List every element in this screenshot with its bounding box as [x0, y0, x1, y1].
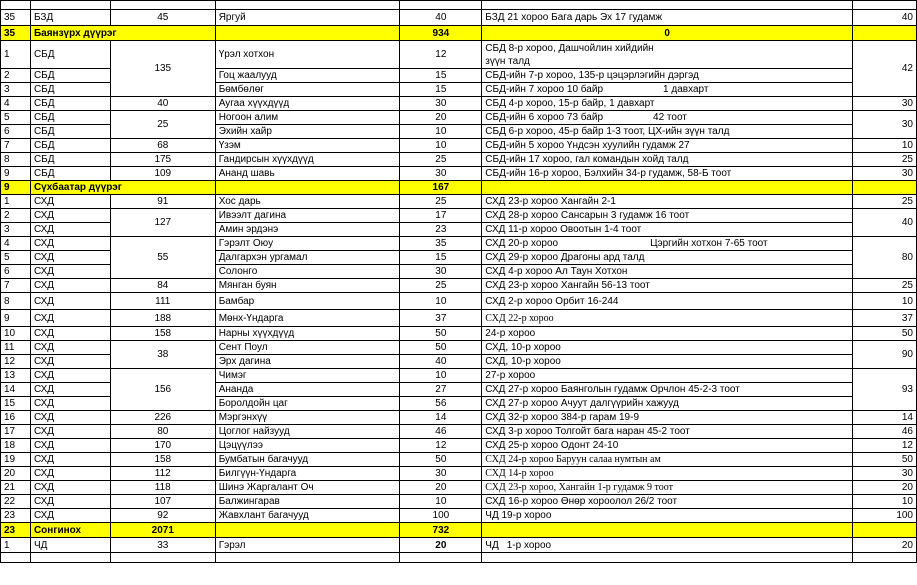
table-row — [1, 453, 917, 467]
quantity-cell: 56 — [400, 397, 482, 411]
district-cell: СХД — [30, 237, 110, 251]
address-part: СБД-ийн 7 хороо 10 байр — [485, 84, 604, 95]
district-cell: СХД — [30, 293, 110, 310]
total-cell: 109 — [110, 167, 215, 181]
table-row — [1, 481, 917, 495]
district-summary-row — [1, 26, 917, 41]
district-cell: СХД — [30, 195, 110, 209]
address-cell: СХД 3-р хороо Толгойт бага наран 45-2 тоот — [482, 425, 853, 439]
address-cell: СБД 6-р хороо, 45-р байр 1-3 тоот, ЦХ-ийн зүүн талд — [482, 125, 853, 139]
table-row — [1, 553, 917, 563]
total-cell: 45 — [110, 10, 215, 26]
district-cell: СХД — [30, 439, 110, 453]
kindergarten-name: Жавхлант багачууд — [215, 509, 400, 523]
district-cell: СХД — [30, 265, 110, 279]
last-count-cell: 37 — [853, 310, 917, 327]
last-count-cell: 12 — [853, 439, 917, 453]
address-cell: СХД 29-р хороо Драгоны ард талд — [482, 251, 853, 265]
kindergarten-name: Далгархэн ургамал — [215, 251, 400, 265]
table-row — [1, 41, 917, 69]
kindergarten-name: Боролдойн цаг — [215, 397, 400, 411]
kindergarten-name: Гоц жаалууд — [215, 69, 400, 83]
address-cell: СБД-ийн 16-р хороо, Бэлхийн 34-р гудамж, 58-Б тоот — [482, 167, 853, 181]
district-cell: СХД — [30, 397, 110, 411]
quantity-cell: 25 — [400, 279, 482, 293]
quantity-cell: 30 — [400, 467, 482, 481]
last-count-cell: 42 — [853, 41, 917, 97]
table-row — [1, 293, 917, 310]
quantity-cell: 15 — [400, 69, 482, 83]
total-cell: 156 — [110, 369, 215, 411]
row-number: 5 — [1, 251, 31, 265]
kindergarten-name: Шинэ Жаргалант Оч — [215, 481, 400, 495]
total-cell: 112 — [110, 467, 215, 481]
district-cell: СХД — [30, 209, 110, 223]
last-count-cell: 20 — [853, 538, 917, 553]
summary-total: 2071 — [110, 523, 215, 538]
address-line: СБД 8-р хороо, Дашчойлин хийдийн — [485, 42, 654, 54]
table-row — [1, 495, 917, 509]
district-cell: БЗД — [30, 10, 110, 26]
quantity-cell: 50 — [400, 327, 482, 341]
total-cell: 188 — [110, 310, 215, 327]
table-row — [1, 509, 917, 523]
address-part: 1 давхарт — [663, 84, 709, 95]
table-row — [1, 411, 917, 425]
summary-number: 35 — [1, 26, 31, 41]
summary-district-name: Сонгинох — [30, 523, 110, 538]
quantity-cell: 14 — [400, 411, 482, 425]
address-cell: СХД 23-р хороо Хангайн 56-13 тоот — [482, 279, 853, 293]
quantity-cell: 46 — [400, 425, 482, 439]
kindergarten-name: Ивээлт дагина — [215, 209, 400, 223]
quantity-cell: 20 — [400, 538, 482, 553]
last-count-cell: 46 — [853, 425, 917, 439]
quantity-cell: 30 — [400, 167, 482, 181]
kindergarten-name: Гэрэл — [215, 538, 400, 553]
last-count-cell: 25 — [853, 153, 917, 167]
address-cell — [482, 83, 853, 97]
address-cell — [482, 538, 853, 553]
address-cell: СХД 28-р хороо Сансарын 3 гудамж 16 тоот — [482, 209, 853, 223]
district-summary-row — [1, 523, 917, 538]
last-count-cell: 30 — [853, 467, 917, 481]
kindergarten-name: Бөмбөлөг — [215, 83, 400, 97]
district-cell: СХД — [30, 509, 110, 523]
table-row — [1, 167, 917, 181]
total-cell: 55 — [110, 237, 215, 279]
address-cell: СХД 25-р хороо Одонт 24-10 — [482, 439, 853, 453]
district-cell: СБД — [30, 111, 110, 125]
total-cell: 170 — [110, 439, 215, 453]
row-number: 10 — [1, 327, 31, 341]
total-cell: 175 — [110, 153, 215, 167]
kindergarten-name: Чимэг — [215, 369, 400, 383]
total-cell: 107 — [110, 495, 215, 509]
address-cell: 24-р хороо — [482, 327, 853, 341]
quantity-cell: 40 — [400, 355, 482, 369]
quantity-cell: 10 — [400, 293, 482, 310]
row-number: 9 — [1, 310, 31, 327]
address-cell: 27-р хороо — [482, 369, 853, 383]
last-count-cell: 40 — [853, 209, 917, 237]
table-row — [1, 279, 917, 293]
kindergarten-name: Эхийн хайр — [215, 125, 400, 139]
quantity-cell: 15 — [400, 251, 482, 265]
table-row — [1, 237, 917, 251]
quantity-cell: 40 — [400, 10, 482, 26]
row-number: 11 — [1, 341, 31, 355]
row-number: 1 — [1, 41, 31, 69]
quantity-cell: 30 — [400, 265, 482, 279]
district-cell: СХД — [30, 453, 110, 467]
last-count-cell: 25 — [853, 195, 917, 209]
table-row — [1, 369, 917, 383]
quantity-cell: 15 — [400, 83, 482, 97]
row-number: 8 — [1, 293, 31, 310]
kindergarten-name: Балжингарав — [215, 495, 400, 509]
address-cell: БЗД 21 хороо Бага дарь Эх 17 гудамж — [482, 10, 853, 26]
district-cell: СБД — [30, 167, 110, 181]
kindergarten-name: Үзэм — [215, 139, 400, 153]
row-number: 9 — [1, 167, 31, 181]
quantity-cell: 27 — [400, 383, 482, 397]
address-cell: СБД-ийн 17 хороо, гал командын хойд талд — [482, 153, 853, 167]
total-cell: 40 — [110, 97, 215, 111]
district-cell: СХД — [30, 223, 110, 237]
address-part: ЧД — [485, 539, 499, 551]
row-number: 17 — [1, 425, 31, 439]
total-cell: 25 — [110, 111, 215, 139]
table-row — [1, 310, 917, 327]
summary-number: 23 — [1, 523, 31, 538]
quantity-cell: 10 — [400, 125, 482, 139]
district-cell: СХД — [30, 327, 110, 341]
address-cell: СХД 4-р хороо Ал Таун Хотхон — [482, 265, 853, 279]
address-part: Цэргийн хотхон 7-65 тоот — [650, 238, 768, 249]
quantity-cell: 12 — [400, 41, 482, 69]
row-number: 7 — [1, 139, 31, 153]
row-number: 23 — [1, 509, 31, 523]
quantity-cell: 10 — [400, 139, 482, 153]
row-number: 4 — [1, 97, 31, 111]
district-cell: СХД — [30, 369, 110, 383]
total-cell: 158 — [110, 327, 215, 341]
address-part: СБД-ийн 6 хороо 73 байр — [485, 112, 604, 123]
quantity-cell: 37 — [400, 310, 482, 327]
address-cell: СХД 14-р хороо — [482, 467, 853, 481]
table-row — [1, 195, 917, 209]
summary-address-total: 0 — [482, 26, 853, 41]
address-part: 1-р хороо — [506, 539, 552, 551]
district-cell: СХД — [30, 279, 110, 293]
row-number: 1 — [1, 538, 31, 553]
row-number: 3 — [1, 83, 31, 97]
row-number: 22 — [1, 495, 31, 509]
address-cell: СХД 2-р хороо Орбит 16-244 — [482, 293, 853, 310]
total-cell: 111 — [110, 293, 215, 310]
address-part: 42 тоот — [653, 112, 687, 123]
total-cell: 68 — [110, 139, 215, 153]
quantity-cell: 17 — [400, 209, 482, 223]
address-cell: СБД-ийн 5 хороо Үндсэн хуулийн гудамж 27 — [482, 139, 853, 153]
quantity-cell: 10 — [400, 495, 482, 509]
quantity-cell: 100 — [400, 509, 482, 523]
summary-quantity: 167 — [400, 181, 482, 195]
kindergarten-name: Солонго — [215, 265, 400, 279]
total-cell: 226 — [110, 411, 215, 425]
kindergarten-name: Хос дарь — [215, 195, 400, 209]
row-number: 12 — [1, 355, 31, 369]
address-cell: СХД 22-р хороо — [482, 310, 853, 327]
last-count-cell: 93 — [853, 369, 917, 411]
table-row — [1, 327, 917, 341]
address-cell: СХД 23-р хороо, Хангайн 1-р гудамж 9 тоот — [482, 481, 853, 495]
row-number: 35 — [1, 10, 31, 26]
kindergarten-name: Мянган буян — [215, 279, 400, 293]
summary-number: 9 — [1, 181, 31, 195]
table-row — [1, 209, 917, 223]
quantity-cell: 50 — [400, 453, 482, 467]
table-row — [1, 10, 917, 26]
address-cell: СХД 24-р хороо Баруун салаа нумтын ам — [482, 453, 853, 467]
kindergarten-name: Бумбатын багачууд — [215, 453, 400, 467]
row-number: 1 — [1, 195, 31, 209]
last-count-cell: 90 — [853, 341, 917, 369]
total-cell: 84 — [110, 279, 215, 293]
district-cell: СХД — [30, 310, 110, 327]
table-row — [1, 1, 917, 10]
kindergarten-name: Цоглог найзууд — [215, 425, 400, 439]
district-cell: СБД — [30, 97, 110, 111]
kindergarten-name: Гэрэлт Оюу — [215, 237, 400, 251]
summary-district-name: Баянзүрх дүүрэг — [30, 26, 215, 41]
quantity-cell: 20 — [400, 111, 482, 125]
district-cell: СХД — [30, 355, 110, 369]
kindergarten-name: Мэргэнхүү — [215, 411, 400, 425]
total-cell: 38 — [110, 341, 215, 369]
quantity-cell: 25 — [400, 195, 482, 209]
kindergarten-name: Үрэл хотхон — [215, 41, 400, 69]
table-row — [1, 153, 917, 167]
row-number: 15 — [1, 397, 31, 411]
row-number: 8 — [1, 153, 31, 167]
last-count-cell: 10 — [853, 495, 917, 509]
district-cell: СХД — [30, 411, 110, 425]
row-number: 2 — [1, 209, 31, 223]
table-row — [1, 538, 917, 553]
last-count-cell: 40 — [853, 10, 917, 26]
kindergarten-name: Ногоон алим — [215, 111, 400, 125]
total-cell: 158 — [110, 453, 215, 467]
kindergarten-name: Ананда — [215, 383, 400, 397]
address-cell — [482, 237, 853, 251]
quantity-cell: 12 — [400, 439, 482, 453]
last-count-cell: 10 — [853, 139, 917, 153]
district-cell: СХД — [30, 383, 110, 397]
address-cell: ЧД 19-р хороо — [482, 509, 853, 523]
summary-quantity: 934 — [400, 26, 482, 41]
row-number: 13 — [1, 369, 31, 383]
row-number: 6 — [1, 265, 31, 279]
row-number: 4 — [1, 237, 31, 251]
row-number: 2 — [1, 69, 31, 83]
row-number: 16 — [1, 411, 31, 425]
kindergarten-name: Бамбар — [215, 293, 400, 310]
kindergarten-name: Сент Поул — [215, 341, 400, 355]
last-count-cell: 20 — [853, 481, 917, 495]
kindergarten-name: Гандирсын хүүхдүүд — [215, 153, 400, 167]
total-cell: 92 — [110, 509, 215, 523]
district-cell: СХД — [30, 481, 110, 495]
total-cell: 80 — [110, 425, 215, 439]
address-cell: СХД, 10-р хороо — [482, 355, 853, 369]
address-cell: СХД, 10-р хороо — [482, 341, 853, 355]
district-cell: СБД — [30, 125, 110, 139]
district-cell: СХД — [30, 341, 110, 355]
summary-district-name: Сүхбаатар дүүрэг — [30, 181, 215, 195]
quantity-cell: 10 — [400, 369, 482, 383]
kindergarten-name: Ананд шавь — [215, 167, 400, 181]
total-cell: 135 — [110, 41, 215, 97]
total-cell: 91 — [110, 195, 215, 209]
last-count-cell: 50 — [853, 453, 917, 467]
total-cell: 127 — [110, 209, 215, 237]
table-row — [1, 439, 917, 453]
row-number: 18 — [1, 439, 31, 453]
address-cell: СХД 27-р хороо Баянголын гудамж Орчлон 45-2-3 тоот — [482, 383, 853, 397]
district-cell: СБД — [30, 83, 110, 97]
district-summary-row — [1, 181, 917, 195]
table-row — [1, 97, 917, 111]
kindergarten-name: Цэцүүлээ — [215, 439, 400, 453]
row-number: 14 — [1, 383, 31, 397]
last-count-cell: 25 — [853, 279, 917, 293]
kindergarten-name: Амин эрдэнэ — [215, 223, 400, 237]
quantity-cell: 30 — [400, 97, 482, 111]
address-cell: СХД 32-р хороо 384-р гарам 19-9 — [482, 411, 853, 425]
last-count-cell: 100 — [853, 509, 917, 523]
table-row — [1, 467, 917, 481]
address-cell: СХД 11-р хороо Овоотын 1-4 тоот — [482, 223, 853, 237]
kindergarten-name: Яргуй — [215, 10, 400, 26]
district-cell: СХД — [30, 495, 110, 509]
district-cell: ЧД — [30, 538, 110, 553]
row-number: 21 — [1, 481, 31, 495]
kindergarten-name: Мөнх-Үндарга — [215, 310, 400, 327]
last-count-cell: 30 — [853, 167, 917, 181]
row-number: 7 — [1, 279, 31, 293]
quantity-cell: 20 — [400, 481, 482, 495]
quantity-cell: 35 — [400, 237, 482, 251]
last-count-cell: 30 — [853, 97, 917, 111]
table-row — [1, 111, 917, 125]
address-cell: СХД 23-р хороо Хангайн 2-1 — [482, 195, 853, 209]
district-cell: СХД — [30, 425, 110, 439]
district-cell: СБД — [30, 139, 110, 153]
address-cell: СХД 27-р хороо Ачуут далгүүрийн хажууд — [482, 397, 853, 411]
quantity-cell: 25 — [400, 153, 482, 167]
address-cell: СБД 4-р хороо, 15-р байр, 1 давхарт — [482, 97, 853, 111]
address-cell: СХД 16-р хороо Өнөр хороолол 26/2 тоот — [482, 495, 853, 509]
kindergarten-name: Нарны хүүхдүүд — [215, 327, 400, 341]
row-number: 19 — [1, 453, 31, 467]
last-count-cell: 80 — [853, 237, 917, 279]
district-cell: СБД — [30, 69, 110, 83]
address-cell — [482, 41, 853, 69]
last-count-cell: 14 — [853, 411, 917, 425]
table-row — [1, 425, 917, 439]
address-line: зүүн талд — [485, 55, 530, 67]
summary-quantity: 732 — [400, 523, 482, 538]
total-cell: 33 — [110, 538, 215, 553]
row-number: 3 — [1, 223, 31, 237]
kindergarten-name: Аугаа хүүхдүүд — [215, 97, 400, 111]
kindergarten-name: Эрх дагина — [215, 355, 400, 369]
quantity-cell: 23 — [400, 223, 482, 237]
row-number: 5 — [1, 111, 31, 125]
district-cell: СБД — [30, 41, 110, 69]
last-count-cell: 10 — [853, 293, 917, 310]
last-count-cell: 50 — [853, 327, 917, 341]
district-cell: СБД — [30, 153, 110, 167]
district-cell: СХД — [30, 467, 110, 481]
last-count-cell: 30 — [853, 111, 917, 139]
table-row — [1, 341, 917, 355]
address-cell: СБД-ийн 7-р хороо, 135-р цэцэрлэгийн дэргэд — [482, 69, 853, 83]
address-part: СХД 20-р хороо — [485, 238, 559, 249]
row-number: 20 — [1, 467, 31, 481]
kindergarten-name: Билгүүн-Үндарга — [215, 467, 400, 481]
total-cell: 118 — [110, 481, 215, 495]
address-cell — [482, 111, 853, 125]
row-number: 6 — [1, 125, 31, 139]
district-cell: СХД — [30, 251, 110, 265]
table-row — [1, 139, 917, 153]
quantity-cell: 50 — [400, 341, 482, 355]
